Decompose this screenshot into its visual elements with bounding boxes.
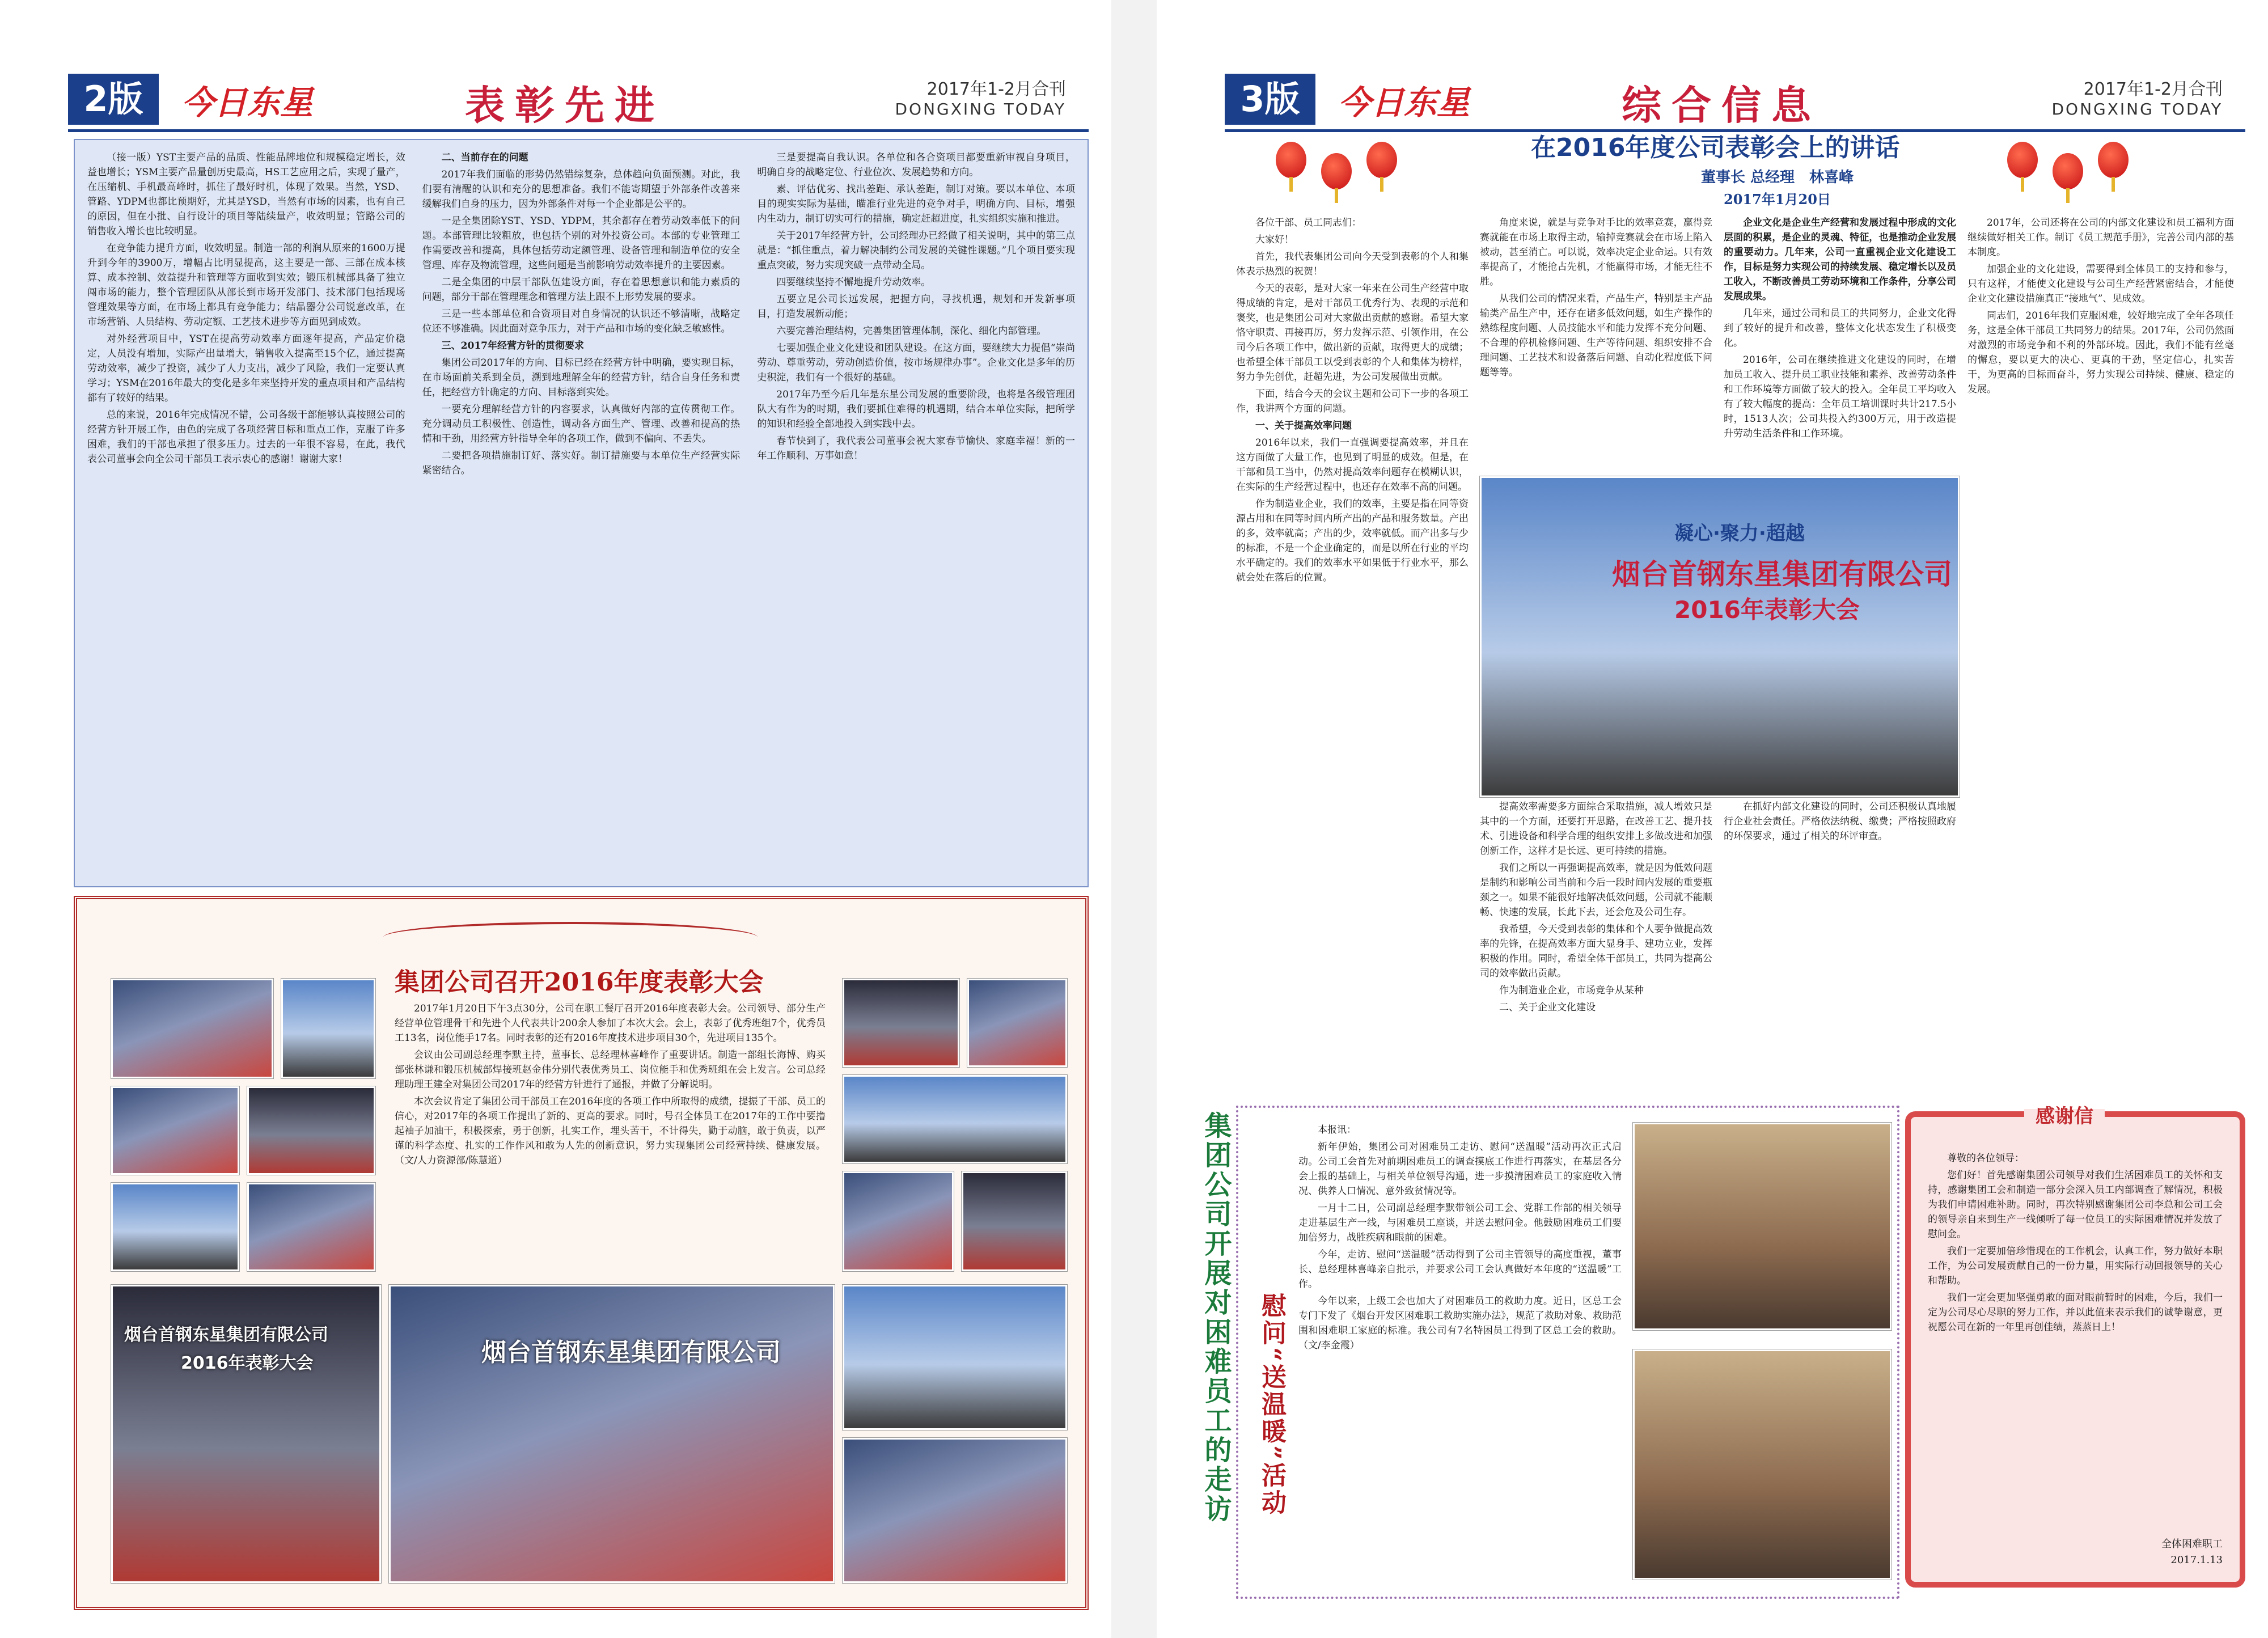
photo-podium	[111, 1285, 381, 1583]
lantern-icon	[1321, 153, 1352, 189]
photo-speaker	[1480, 476, 1960, 797]
paragraph: 您们好！首先感谢集团公司领导对我们生活困难员工的关怀和支持，感谢集团工会和制造一部分会深入员工内部调查了解情况，积极为我们申请困难补助。同时，再次特别感谢集团公司李总和公司工会的领导亲自来到生产一线倾听了每一位员工的实际困难情况并发放了慰问金。	[1928, 1170, 2223, 1240]
photo-award-3	[111, 1086, 239, 1175]
photo-award-6	[247, 1183, 375, 1271]
paragraph: 2017年乃至今后几年是东星公司发展的重要阶段，也将是各级管理团队大有作为的时期，我们要抓住难得的机遇期，结合本单位实际，把所学的知识和经验全部地投入到实践中去。	[757, 389, 1075, 430]
paragraph: 大家好！	[1255, 234, 1294, 246]
speech-column-1	[1236, 215, 1469, 1077]
page-number: 2版	[68, 74, 159, 125]
report-continued	[74, 139, 1089, 887]
issue-english: DONGXING TODAY	[895, 100, 1066, 118]
paragraph: 从我们公司的情况来看，产品生产，特别是主产品输类产品生产中，还存在诸多低效问题，如生产操作的熟练程度问题、人员技能水平和能力发挥不充分问题、不合理的停机检修问题、生产等待问题、组织安排不合理问题、工艺技术和设备落后问题、自动化程度低下问题等等。	[1480, 293, 1712, 378]
paragraph: 提高效率需要多方面综合采取措施，减人增效只是其中的一个方面，还要打开思路，在改善工艺、提升技术、引进设备和科学合理的组织安排上多做改进和加强创新工作，这样才是长远、更可持续的措施。	[1480, 801, 1712, 857]
paragraph: 2017年我们面临的形势仍然错综复杂，总体趋向负面预测。对此，我们要有清醒的认识和充分的思想准备。我们不能寄期望于外部条件改善来缓解我们自身的压力，因为外部条件对每一个企业都是公平的。	[422, 169, 741, 210]
paragraph: 六要完善治理结构，完善集团管理体制，深化、细化内部管理。	[776, 325, 1047, 337]
photo-visit-2	[1633, 1349, 1892, 1580]
speech-column-4	[1967, 215, 2234, 1077]
paragraph: 2016年以来，我们一直强调要提高效率，并且在这方面做了大量工作，也见到了明显的成效。但是，在干部和员工当中，仍然对提高效率问题存在模糊认识，在实际的生产经营过程中，也还存在效率不高的问题。	[1236, 437, 1469, 493]
photo-award-13	[843, 1438, 1067, 1583]
lantern-icon	[2053, 153, 2083, 189]
paragraph: 几年来，通过公司和员工的共同努力，企业文化得到了较好的提升和改善，整体文化状态发生了积极变化。	[1724, 308, 1956, 349]
page-header	[68, 67, 1089, 132]
paragraph: 三是一些本部单位和合资项目对自身情况的认识还不够清晰，战略定位还不够准确。因此面对竞争压力，对于产品和市场的变化缺乏敏感性。	[422, 308, 741, 335]
issue-info	[2051, 75, 2223, 118]
paragraph: 在抓好内部文化建设的同时，公司还积极认真地履行企业社会责任。严格依法纳税、缴费；严格按照政府的环保要求，通过了相关的环评审查。	[1724, 801, 1956, 842]
photo-award-2	[281, 979, 375, 1078]
photo-group-stage	[389, 1285, 835, 1583]
visit-vertical-subtitle: 慰问“送温暖”活动	[1257, 1293, 1286, 1517]
masthead-logo: 今日东星	[1338, 83, 1470, 122]
issue-english: DONGXING TODAY	[2051, 100, 2223, 118]
photo-award-8	[967, 979, 1067, 1067]
section-title: 综合信息	[1622, 82, 1821, 129]
banner-subtext: 2016年表彰大会	[181, 1353, 314, 1373]
speech-column-2	[1480, 215, 1712, 465]
paragraph: 对外经营项目中，YST在提高劳动效率方面逐年提高，产品定价稳定，人员没有增加，实际产出量增大，销售收入提高至15个亿，通过提高劳动效率，减少了投资，减少了人力支出，减少了风险，我们一定要认真学习；YSM在2016年最大的变化是多年来坚持开发的重点项目和产品结构都有了较好的结果。	[87, 333, 405, 404]
paragraph: 2017年1月20日下午3点30分，公司在职工餐厅召开2016年度表彰大会。公司领导、部分生产经营单位管理骨干和先进个人代表共计200余人参加了本次大会。会上，表彰了优秀班组7个，优秀员工13名，岗位能手17名。同时表彰的还有2016年度技术进步项目30个，先进项目135个。	[395, 1003, 826, 1044]
paragraph: 我希望，今天受到表彰的集体和个人要争做提高效率的先锋，在提高效率方面大显身手、建功立业，发挥积极的作用。同时，希望全体干部员工，共同为提高公司的效率做出贡献。	[1480, 924, 1712, 979]
decorative-border	[383, 922, 758, 953]
stage-banner: 烟台首钢东星集团有限公司	[481, 1338, 781, 1367]
page-2	[0, 0, 1111, 1638]
paragraph: 今天的表彰，是对大家一年来在公司生产经营中取得成绩的肯定，是对干部员工优秀行为、表现的示范和褒奖，也是集团公司对大家做出贡献的感谢。希望大家恪守职责、再接再厉，努力发挥示范、引领作用，在公司今后各项工作中，做出新的贡献，取得更大的成绩；也希望全体干部员工以受到表彰的个人和集体为榜样，努力争先创优，赶超先进，为公司发展做出贡献。	[1236, 283, 1469, 383]
section-heading: 二、当前存在的问题	[441, 152, 528, 163]
photo-visit-1	[1633, 1123, 1892, 1330]
banner-text: 烟台首钢东星集团有限公司	[1612, 558, 1952, 591]
paragraph: 七要加强企业文化建设和团队建设。在这方面，要继续大力提倡“崇尚劳动、尊重劳动，劳动创造价值，按市场规律办事”。企业文化是多年的历史积淀，我们有一个很好的基础。	[757, 342, 1075, 383]
news-title: 集团公司召开2016年度表彰大会	[395, 968, 764, 997]
page-header	[1225, 67, 2245, 132]
paragraph: 作为制造业企业，我们的效率，主要是指在同等资源占用和在同等时间内所产出的产品和服务数量。产出的多，效率就高；产出的少，效率就低。而产出多与少的标准，不是一个企业确定的，而是以所在行业的平均水平确定的。我们的效率水平如果低于行业水平，那么就会处在落后的位置。	[1236, 498, 1469, 583]
paragraph: 一月十二日，公司副总经理李默带领公司工会、党群工作部的相关领导走进基层生产一线，与困难员工座谈，并送去慰问金。他鼓励困难员工们要加倍努力，战胜疾病和眼前的困难。	[1298, 1203, 1622, 1243]
lantern-icon	[2098, 142, 2129, 178]
paragraph: 2017年，公司还将在公司的内部文化建设和员工福利方面继续做好相关工作。制订《员工规范手册》，完善公司内部的基本制度。	[1967, 217, 2234, 258]
photo-award-12	[843, 1285, 1067, 1430]
paragraph: 我们一定会更加坚强勇敢的面对眼前暂时的困难，今后，我们一定为公司尽心尽职的努力工作，并以此值来表示我们的诚挚谢意，更祝愿公司在新的一年里再创佳绩，蒸蒸日上！	[1928, 1292, 2223, 1333]
paragraph: 本报讯：	[1318, 1124, 1356, 1136]
lantern-icon	[1366, 142, 1397, 178]
paragraph: 角度来说，就是与竞争对手比的效率竞赛，赢得竞赛就能在市场上取得主动，输掉竞赛就会在市场上陷入被动，甚至消亡。可以说，效率决定企业命运。只有效率提高了，才能抢占先机，才能赢得市场，才能无往不胜。	[1480, 217, 1712, 287]
speech-column-3	[1724, 215, 1956, 465]
page-gutter	[1111, 0, 1157, 1638]
photo-award-11	[962, 1171, 1067, 1271]
paragraph: 三是要提高自我认识。各单位和各合资项目都要重新审视自身项目，明确自身的战略定位、行业位次、发展趋势和方向。	[757, 152, 1075, 178]
banner-slogan: 凝心·聚力·超越	[1674, 522, 1805, 545]
paragraph: 今年，走访、慰问“送温暖”活动得到了公司主管领导的高度重视，董事长、总经理林喜峰亲自批示，并要求公司工会认真做好本年度的“送温暖”工作。	[1298, 1249, 1622, 1290]
paragraph: 今年以来，上级工会也加大了对困难员工的救助力度。近日，区总工会专门下发了《烟台开发区困难职工救助实施办法》，规范了救助对象、救助范围和困难职工家庭的标准。我公司有7名特困员工得到了区总工会的救助。（文/李金霞）	[1298, 1296, 1622, 1351]
paragraph: 首先，我代表集团公司向今天受到表彰的个人和集体表示热烈的祝贺！	[1236, 251, 1469, 277]
paragraph: 我们之所以一再强调提高效率，就是因为低效问题是制约和影响公司当前和今后一段时间内发展的重要瓶颈之一。如果不能很好地解决低效问题，公司就不能顺畅、快速的发展，长此下去，还会危及公司生存。	[1480, 862, 1712, 918]
paragraph: （接一版）YST主要产品的品质、性能品牌地位和规模稳定增长，效益也增长；YSM主要产品量创历史最高，HS工艺应用之后，实现了量产，在压缩机、手机最高峰时，抓住了最好时机，体现了效果。当然，YSD、管路、YDPM也都比预期好，尤其是YSD，当然有市场的因素，也有自己的原因，但在小批、自行设计的项目等陆续量产，收效明显；管路公司的销售收入增长也比较明显。	[87, 152, 405, 237]
lantern-icon	[2007, 142, 2038, 178]
thank-you-letter	[1905, 1105, 2245, 1588]
paragraph: 春节快到了，我代表公司董事会祝大家春节愉快、家庭幸福！新的一年工作顺利、万事如意！	[757, 435, 1075, 462]
thanks-signature: 全体困难职工	[2161, 1538, 2223, 1550]
paragraph: 素、评估优劣、找出差距、承认差距，制订对策。要以本单位、本项目的现实实际为基础，瞄准行业先进的竞争对手，明确方向、目标，增强内生动力，制订切实可行的措施，确定赶超进度，扎实组织实施和推进。	[757, 184, 1075, 225]
paragraph: 作为制造业企业，市场竞争从某种	[1499, 985, 1644, 996]
paragraph: 二是全集团的中层干部队伍建设方面，存在着思想意识和能力素质的问题，部分干部在管理理念和管理方法上跟不上形势发展的要求。	[422, 277, 741, 303]
issue-date: 2017年1-2月合刊	[926, 79, 1066, 99]
news-body	[395, 1001, 826, 1262]
paragraph: 下面，结合今天的会议主题和公司下一步的各项工作，我讲两个方面的问题。	[1236, 388, 1469, 414]
photo-award-5	[111, 1183, 239, 1271]
paragraph: 2016年，公司在继续推进文化建设的同时，在增加员工收入、提升员工职业技能和素养、改善劳动条件和工作环境等方面做了较大的投入。全年员工平均收入有了较大幅度的提高：全年员工培训课时共计217.5小时，1513人次；公司共投入约300万元，用于改造提升劳动生活条件和工作环境。	[1724, 354, 1956, 439]
issue-date: 2017年1-2月合刊	[2083, 79, 2223, 99]
visit-body	[1298, 1123, 1622, 1576]
photo-award-9	[843, 1075, 1067, 1163]
paragraph: 一要充分理解经营方针的内容要求，认真做好内部的宣传贯彻工作。充分调动员工积极性、创造性，调动各方面生产、管理、改善和提高的热情和干劲，用经营方针指导全年的各项工作，做到不偏向、不丢失。	[422, 404, 741, 445]
paragraph: 同志们，2016年我们克服困难，较好地完成了全年各项任务，这是全体干部员工共同努力的结果。2017年，公司仍然面对激烈的市场竞争和不利的外部环境。因此，我们不能有丝毫的懈怠，要以更大的决心、更真的干劲，坚定信心，扎实苦干，为更高的目标而奋斗，努力实现公司持续、健康、稳定的发展。	[1967, 310, 2234, 395]
paragraph: 在竞争能力提升方面，收效明显。制造一部的利润从原来的1600万提升到今年的3900万，增幅占比明显提高，这主要是一部、三部在成本核算、成本控制、效益提升和管理等方面收到实效；锻压机械部具备了独立闯市场的能力，整个管理团队从部长到市场开发部门、技术部门包括现场管理效果等方面，在市场上都具有竞争能力；结晶器分公司锐意改革，在市场营销、人员结构、劳动定额、工艺技术进步等方面见到成效。	[87, 243, 405, 328]
paragraph: 新年伊始，集团公司对困难员工走访、慰问“送温暖”活动再次正式启动。公司工会首先对前期困难员工的调查摸底工作进行再落实，在基层各分会上报的基础上，与相关单位领导沟通，进一步摸清困难员工的家庭收入情况、供养人口情况、意外致贫情况等。	[1298, 1141, 1622, 1197]
paragraph: 本次会议肯定了集团公司干部员工在2016年度的各项工作中所取得的成绩，提振了干部、员工的信心，对2017年的各项工作提出了新的、更高的要求。同时，号召全体员工在2017年的工作中要撸起袖子加油干，积极探索，勇于创新，扎实工作，埋头苦干，不计得失，勤于动脑，敢于负责，以严谨的科学态度、扎实的工作作风和敢为人先的创新意识，努力实现集团公司经营持续、健康发展。（文/人力资源部/陈慧道）	[395, 1096, 826, 1166]
paragraph: 二要把各项措施制订好、落实好。制订措施要与本单位生产经营实际紧密结合。	[422, 450, 741, 476]
photo-award-1	[111, 979, 273, 1078]
paragraph: 加强企业的文化建设，需要得到全体员工的支持和参与，只有这样，才能使文化建设与公司生产经营紧密结合，才能使企业文化建设措施真正“接地气”、见成效。	[1967, 264, 2234, 304]
paragraph: 尊敬的各位领导：	[1947, 1153, 2024, 1164]
photo-award-4	[247, 1086, 375, 1175]
paragraph: 会议由公司副总经理李默主持，董事长、总经理林喜峰作了重要讲话。制造一部组长海博、购买部张林谦和锻压机械部焊接班赵金伟分别代表优秀员工、岗位能手和优秀班组在会上发言。公司总经理助理王建全对集团公司2017年的经营方针进行了通报，并做了分解说明。	[395, 1049, 826, 1090]
speech-date: 2017年1月20日	[1724, 191, 1831, 208]
photo-award-10	[843, 1171, 954, 1271]
paragraph: 一是全集团除YST、YSD、YDPM，其余都存在着劳动效率低下的问题。本部管理比较粗放，也包括个别的对外投资公司。本部的专业管理工作需要改善和提高，具体包括劳动定额管理、设备管理和制造单位的安全管理、库存及物流管理，这些问题是当前影响劳动效率提升的主要因素。	[422, 215, 741, 271]
speech-column-2b	[1480, 799, 1712, 1077]
speech-byline: 董事长 总经理 林喜峰	[1701, 169, 1854, 186]
paragraph: 各位干部、员工同志们：	[1255, 217, 1361, 228]
thanks-date: 2017.1.13	[2170, 1554, 2223, 1566]
visit-vertical-title: 集团公司开展对困难员工的走访	[1200, 1111, 1232, 1524]
masthead-logo: 今日东星	[181, 83, 314, 122]
paragraph: 集团公司2017年的方向、目标已经在经营方针中明确，要实现目标，在市场面前关系到全员，溯到地理解全年的经营方针，结合自身任务和责任，把经营方针确定的方向、目标落到实处。	[422, 357, 741, 398]
thanks-signoff	[2161, 1537, 2223, 1568]
speech-column-3b	[1724, 799, 1956, 1077]
paragraph: 二、关于企业文化建设	[1499, 1002, 1596, 1013]
banner-text: 烟台首钢东星集团有限公司	[124, 1325, 328, 1345]
page-number: 3版	[1225, 74, 1315, 125]
section-heading: 一、关于提高效率问题	[1255, 420, 1352, 431]
paragraph: 关于2017年经营方针，公司经理办已经做了相关说明，其中的第三点就是：“抓住重点，着力解决制约公司发展的关键性课题。”几个项目要实现重点突破，努力实现突破一点带动全局。	[757, 230, 1075, 271]
banner-subtext: 2016年表彰大会	[1674, 596, 1860, 624]
lantern-icon	[1276, 142, 1306, 178]
awards-news-frame	[74, 896, 1089, 1610]
paragraph: 总的来说，2016年完成情况不错，公司各级干部能够认真按照公司的经营方针开展工作，由色的完成了各项经营目标和重点工作，克服了许多困难，我们的干部也承担了很多压力。过去的一年很不容易，在此，我代表公司董事会向全公司干部员工表示衷心的感谢！谢谢大家！	[87, 409, 405, 465]
thanks-title: 感谢信	[2024, 1109, 2105, 1124]
paragraph: 我们一定要加倍珍惜现在的工作机会，认真工作，努力做好本职工作，为公司发展贡献自己的一份力量，用实际行动回报领导的关心和帮助。	[1928, 1246, 2223, 1286]
photo-award-7	[843, 979, 959, 1067]
paragraph: 四要继续坚持不懈地提升劳动效率。	[776, 277, 931, 288]
paragraph: 五要立足公司长远发展，把握方向，寻找机遇，规划和开发新事项目，打造发展新动能；	[757, 294, 1075, 320]
speech-title: 在2016年度公司表彰会上的讲话	[1531, 133, 1900, 162]
section-heading: 三、2017年经营方针的贯彻要求	[441, 340, 584, 352]
issue-info	[895, 75, 1066, 118]
section-title: 表彰先进	[465, 82, 665, 129]
section-heading: 企业文化是企业生产经营和发展过程中形成的文化层面的积累，是企业的灵魂、特征，也是推动企业发展的重要动力。几年来，公司一直重视企业文化建设工作，目标是努力实现公司的持续发展、稳定增长以及员工收入，不断改善员工劳动环境和工作条件，分享公司发展成果。	[1724, 217, 1956, 302]
